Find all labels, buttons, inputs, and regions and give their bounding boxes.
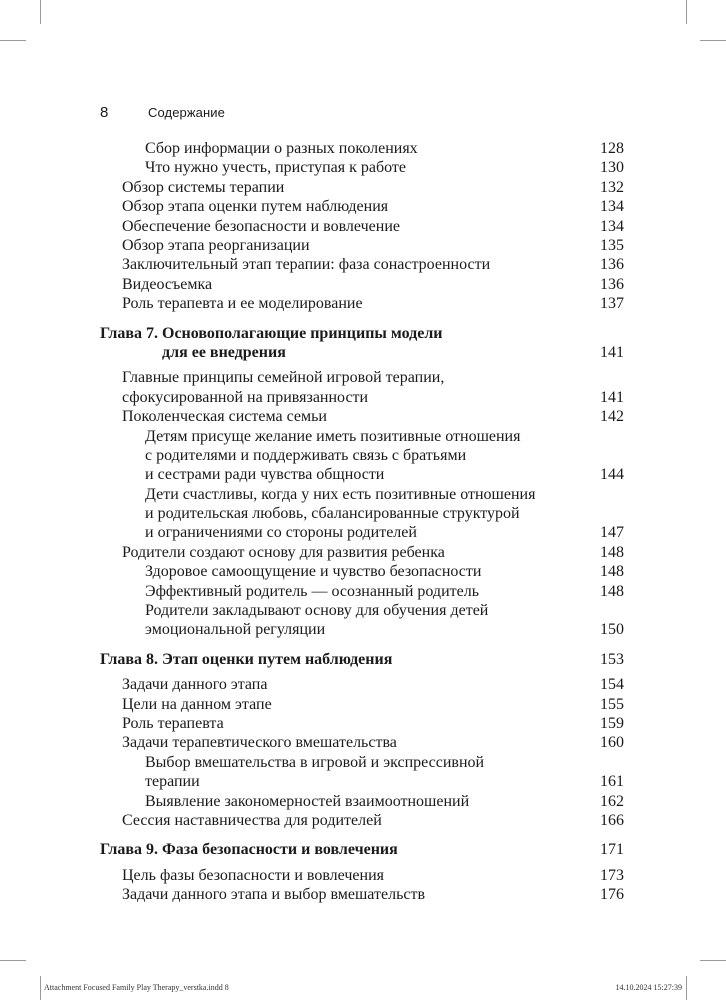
toc-entry[interactable] xyxy=(100,294,624,313)
entry-title: и сестрами ради чувства общности xyxy=(145,466,385,484)
page-ref: 154 xyxy=(600,676,624,694)
print-slug xyxy=(0,977,726,999)
toc-entry[interactable] xyxy=(100,197,624,216)
page-ref: 142 xyxy=(600,408,624,426)
page-ref: 166 xyxy=(600,811,624,829)
entry-title: Обеспечение безопасности и вовлечение xyxy=(122,217,400,235)
entry-title: Выбор вмешательства в игровой и экспрессивной xyxy=(145,753,485,771)
crop-mark xyxy=(0,960,26,961)
entry-title: Цели на данном этапе xyxy=(122,695,272,713)
entry-title: Дети счастливы, когда у них есть позитивные отношения xyxy=(145,485,536,503)
page-number: 8 xyxy=(100,104,109,121)
toc-entry[interactable] xyxy=(100,562,624,581)
crop-mark xyxy=(40,0,41,24)
crop-mark xyxy=(0,40,26,41)
toc-entry[interactable] xyxy=(100,714,624,733)
toc-entry[interactable] xyxy=(100,582,624,601)
page-ref: 136 xyxy=(600,275,624,293)
page-ref: 137 xyxy=(600,295,624,313)
page-ref: 159 xyxy=(600,714,624,732)
entry-title: Родители создают основу для развития ребенка xyxy=(122,543,445,561)
page-ref: 147 xyxy=(600,524,624,542)
page-ref: 176 xyxy=(600,886,624,904)
crop-mark xyxy=(700,40,726,41)
toc-entry[interactable] xyxy=(100,675,624,694)
toc-chapter-heading[interactable] xyxy=(100,840,624,859)
entry-title: Обзор системы терапии xyxy=(122,178,285,196)
toc-entry[interactable] xyxy=(100,866,624,885)
toc-entry[interactable] xyxy=(100,753,624,792)
page-header xyxy=(100,104,225,121)
page-ref: 135 xyxy=(600,236,624,254)
page-ref: 171 xyxy=(600,841,624,859)
crop-mark xyxy=(700,960,726,961)
entry-title: Задачи данного этапа xyxy=(122,676,268,694)
toc-chapter-heading[interactable] xyxy=(100,650,624,669)
page-ref: 132 xyxy=(600,178,624,196)
toc-entry[interactable] xyxy=(100,811,624,830)
toc-entry[interactable] xyxy=(100,407,624,426)
entry-title: сфокусированной на привязанности xyxy=(122,388,369,406)
page-ref: 128 xyxy=(600,140,624,157)
entry-title: Обзор этапа оценки путем наблюдения xyxy=(122,198,389,216)
toc-entry[interactable] xyxy=(100,885,624,904)
page-ref: 148 xyxy=(600,543,624,561)
toc-entry[interactable] xyxy=(100,695,624,714)
entry-title: и родительская любовь, сбалансированные структурой xyxy=(145,505,520,523)
entry-title: Видеосъемка xyxy=(122,275,213,293)
page-ref: 173 xyxy=(600,866,624,884)
page-ref: 160 xyxy=(600,734,624,752)
entry-title: Здоровое самоощущение и чувство безопасности xyxy=(145,563,482,581)
entry-title: Сессия наставничества для родителей xyxy=(122,811,382,829)
chapter-title-line: Глава 8. Этап оценки путем наблюдения xyxy=(100,650,393,668)
page-ref: 150 xyxy=(600,621,624,639)
page-ref: 148 xyxy=(600,563,624,581)
entry-title: с родителями и поддерживать связь с братьями xyxy=(145,446,467,464)
entry-title: Родители закладывают основу для обучения детей xyxy=(145,602,489,620)
page-ref: 153 xyxy=(600,650,624,668)
toc-entry[interactable] xyxy=(100,792,624,811)
page-ref: 148 xyxy=(600,582,624,600)
entry-title: Заключительный этап терапии: фаза сонастроенности xyxy=(122,256,491,274)
entry-title: Выявление закономерностей взаимоотношений xyxy=(145,792,470,810)
toc-entry[interactable] xyxy=(100,733,624,752)
page-ref: 136 xyxy=(600,256,624,274)
entry-title: Цель фазы безопасности и вовлечения xyxy=(122,866,384,884)
page-ref: 155 xyxy=(600,695,624,713)
toc-entry[interactable] xyxy=(100,485,624,543)
entry-title: Детям присуще желание иметь позитивные отношения xyxy=(145,427,521,445)
chapter-title-line: для ее внедрения xyxy=(162,343,286,361)
entry-title: Эффективный родитель — осознанный родитель xyxy=(145,582,480,600)
toc-entry[interactable] xyxy=(100,255,624,274)
page-ref: 144 xyxy=(600,466,624,484)
entry-title: Поколенческая система семьи xyxy=(122,408,327,426)
toc-entry[interactable] xyxy=(100,601,624,640)
toc-entry[interactable] xyxy=(100,139,624,158)
toc-entry[interactable] xyxy=(100,158,624,177)
table-of-contents xyxy=(100,139,624,905)
entry-title: Обзор этапа реорганизации xyxy=(122,236,310,254)
entry-title: терапии xyxy=(145,773,200,791)
entry-title: Главные принципы семейной игровой терапии, xyxy=(122,369,445,387)
toc-entry[interactable] xyxy=(100,368,624,407)
toc-entry[interactable] xyxy=(100,178,624,197)
page-ref: 161 xyxy=(600,773,624,791)
page-ref: 134 xyxy=(600,217,624,235)
page-ref: 130 xyxy=(600,159,624,177)
toc-entry[interactable] xyxy=(100,543,624,562)
page-ref: 162 xyxy=(600,792,624,810)
page-ref: 141 xyxy=(600,388,624,406)
entry-title: Роль терапевта и ее моделирование xyxy=(122,295,363,313)
entry-title: и ограничениями со стороны родителей xyxy=(145,524,417,542)
toc-entry[interactable] xyxy=(100,275,624,294)
entry-title: Задачи терапевтического вмешательства xyxy=(122,734,397,752)
entry-title: Роль терапевта xyxy=(122,714,224,732)
chapter-title-line: Глава 7. Основополагающие принципы модели xyxy=(100,324,443,342)
entry-title: эмоциональной регуляции xyxy=(145,621,326,639)
crop-mark xyxy=(686,0,687,24)
print-timestamp: 14.10.2024 15:27:39 xyxy=(615,983,682,992)
toc-entry[interactable] xyxy=(100,217,624,236)
page-ref: 141 xyxy=(600,343,624,361)
entry-title: Что нужно учесть, приступая к работе xyxy=(145,159,407,177)
toc-chapter-heading[interactable] xyxy=(100,324,624,363)
chapter-title-line: Глава 9. Фаза безопасности и вовлечения xyxy=(100,841,398,859)
entry-title: Задачи данного этапа и выбор вмешательств xyxy=(122,886,426,904)
toc-entry[interactable] xyxy=(100,427,624,485)
entry-title: Сбор информации о разных поколениях xyxy=(145,140,418,157)
toc-entry[interactable] xyxy=(100,236,624,255)
file-label: Attachment Focused Family Play Therapy_verstka.indd 8 xyxy=(44,983,229,992)
page-ref: 134 xyxy=(600,198,624,216)
running-title: Содержание xyxy=(148,105,225,120)
